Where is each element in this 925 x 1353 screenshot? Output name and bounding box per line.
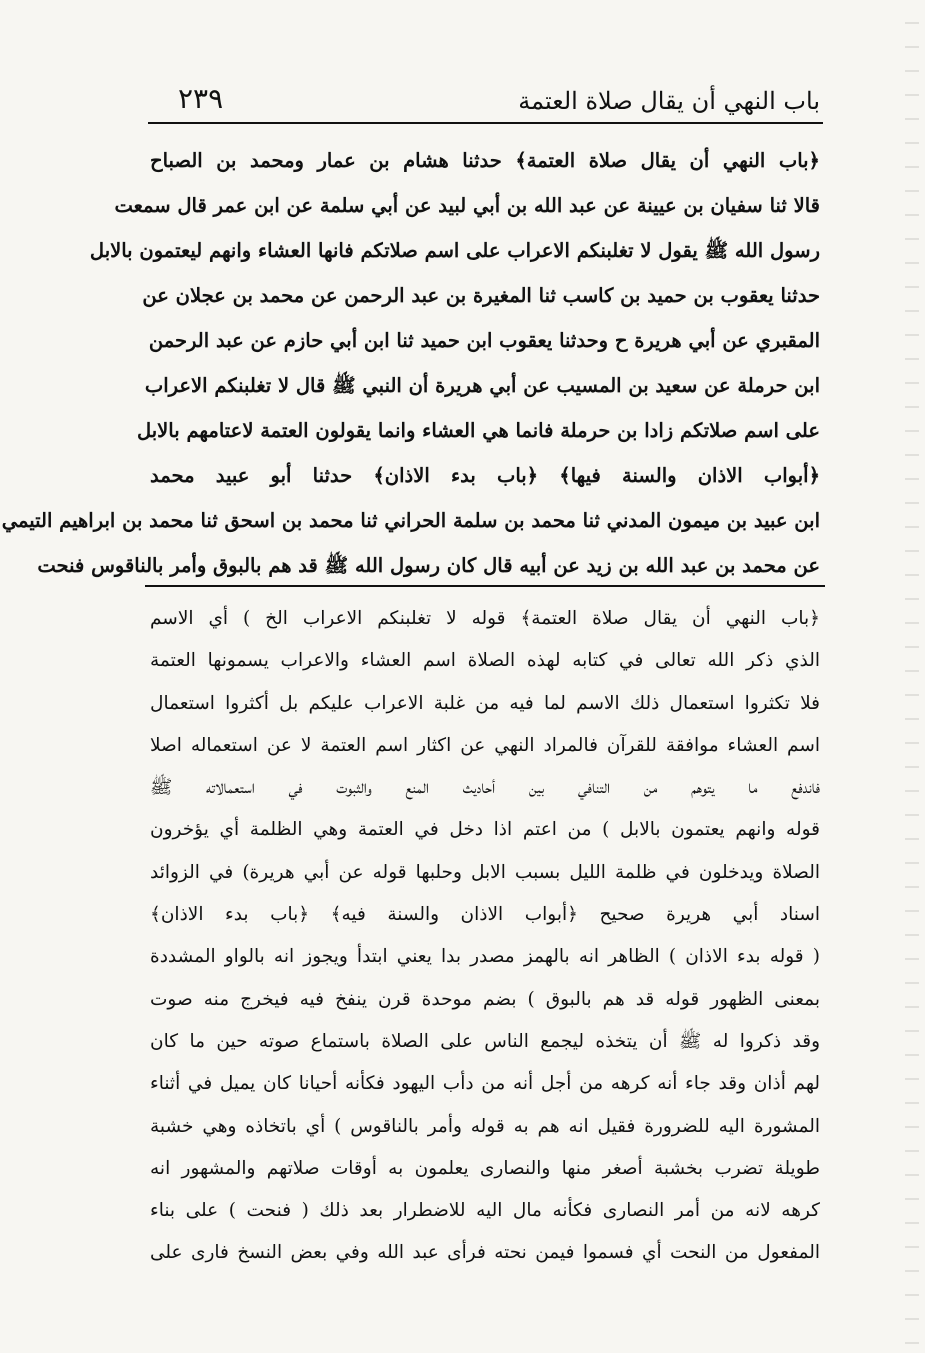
commentary-line: بمعنى الظهور قوله قد هم بالبوق ) بضم موحدة قرن ينفخ فيه فيخرج منه صوت bbox=[150, 988, 820, 1010]
hadith-line: حدثنا يعقوب بن حميد بن كاسب ثنا المغيرة بن عبد الرحمن عن محمد بن عجلان عن bbox=[142, 284, 820, 307]
commentary-line: اسم العشاء موافقة للقرآن فالمراد النهي عن اكثار اسم العتمة لا عن استعماله اصلا bbox=[150, 734, 820, 756]
running-title: باب النهي أن يقال صلاة العتمة bbox=[518, 87, 820, 115]
hadith-line: ابن عبيد بن ميمون المدني ثنا محمد بن سلمة الحراني ثنا محمد بن اسحق ثنا محمد بن ابراهيم التيمي bbox=[1, 509, 820, 532]
commentary-line: وقد ذكروا له ﷺ أن يتخذه ليجمع الناس على الصلاة باستماع صوته حين ما كان bbox=[150, 1030, 820, 1052]
hadith-line: قالا ثنا سفيان بن عيينة عن عبد الله بن أبي لبيد عن أبي سلمة عن ابن عمر قال سمعت bbox=[114, 194, 820, 217]
hadith-line: ﴿باب النهي أن يقال صلاة العتمة﴾ حدثنا هشام بن عمار ومحمد بن الصباح bbox=[150, 149, 820, 172]
hadith-line: رسول الله ﷺ يقول لا تغلبنكم الاعراب على اسم صلاتكم فانها العشاء وانهم ليعتمون بالابل bbox=[89, 239, 820, 262]
commentary-line: قوله وانهم يعتمون بالابل ) من اعتم اذا دخل في العتمة وهي الظلمة أي يؤخرون bbox=[150, 819, 820, 841]
hadith-line: المقبري عن أبي هريرة ح وحدثنا يعقوب ابن حميد ثنا ابن أبي حازم عن عبد الرحمن bbox=[148, 329, 820, 352]
commentary-line: فاندفع ما يتوهم من التنافي بين أحاديث المنع والثبوت في استعمالاته ﷺ bbox=[150, 777, 820, 799]
hadith-line: عن محمد بن عبد الله بن زيد عن أبيه قال كان رسول الله ﷺ قد هم بالبوق وأمر بالناقوس فنحت bbox=[37, 554, 820, 577]
commentary-line: ( قوله بدء الاذان ) الظاهر انه بالهمز مصدر بدا يعني ابتدأ ويجوز انه بالواو المشددة bbox=[150, 946, 820, 968]
page-header bbox=[148, 82, 820, 122]
section-divider bbox=[145, 585, 825, 587]
commentary-line: لهم أذان وقد جاء أنه كرهه من أجل أنه من دأب اليهود فكأنه أحيانا كان يميل في أثناء bbox=[150, 1073, 820, 1095]
commentary-line: طويلة تضرب بخشبة أصغر منها والنصارى يعلمون به أوقات صلاتهم والمشهور انه bbox=[150, 1157, 820, 1179]
commentary-line: المفعول من النحت أي فسموا فيمن نحته فرأى عبد الله وفي بعض النسخ فارى على bbox=[150, 1242, 820, 1264]
hadith-line: ابن حرملة عن سعيد بن المسيب عن أبي هريرة أن النبي ﷺ قال لا تغلبنكم الاعراب bbox=[144, 374, 820, 397]
page-number: ٢٣٩ bbox=[178, 82, 224, 115]
commentary-line: الذي ذكر الله تعالى في كتابه لهذه الصلاة اسم العشاء والاعراب يسمونها العتمة bbox=[150, 650, 820, 672]
commentary-line: فلا تكثروا استعمال ذلك الاسم لما فيه من غلبة الاعراب عليكم بل أكثروا استعمال bbox=[150, 692, 820, 714]
commentary-line: كرهه لانه من أمر النصارى فكأنه مال اليه للاضطرار بعد ذلك ( فنحت ) على بناء bbox=[150, 1200, 820, 1222]
hadith-line: ﴿أبواب الاذان والسنة فيها﴾ ﴿باب بدء الاذان﴾ حدثنا أبو عبيد محمد bbox=[150, 464, 820, 487]
hadith-text-block bbox=[1, 138, 820, 588]
commentary-line: اسناد أبي هريرة صحيح ﴿أبواب الاذان والسنة فيه﴾ ﴿باب بدء الاذان﴾ bbox=[150, 904, 820, 926]
commentary-line: ﴿باب النهي أن يقال صلاة العتمة﴾ قوله لا تغلبنكم الاعراب الخ ) أي الاسم bbox=[150, 608, 820, 629]
commentary-line: الصلاة ويدخلون في ظلمة الليل بسبب الابل وحلبها قوله عن أبي هريرة) في الزوائد bbox=[150, 861, 820, 883]
commentary-line: المشورة اليه للضرورة فقيل انه هم به قوله وأمر بالناقوس ) أي باتخاذه وهي خشبة bbox=[150, 1115, 820, 1137]
header-rule bbox=[148, 122, 823, 124]
scan-edge bbox=[905, 0, 919, 1353]
hadith-line: على اسم صلاتكم زادا بن حرملة فانما هي العشاء وانما يقولون العتمة لاعتامهم بالابل bbox=[136, 419, 820, 442]
commentary-block bbox=[150, 598, 820, 1275]
